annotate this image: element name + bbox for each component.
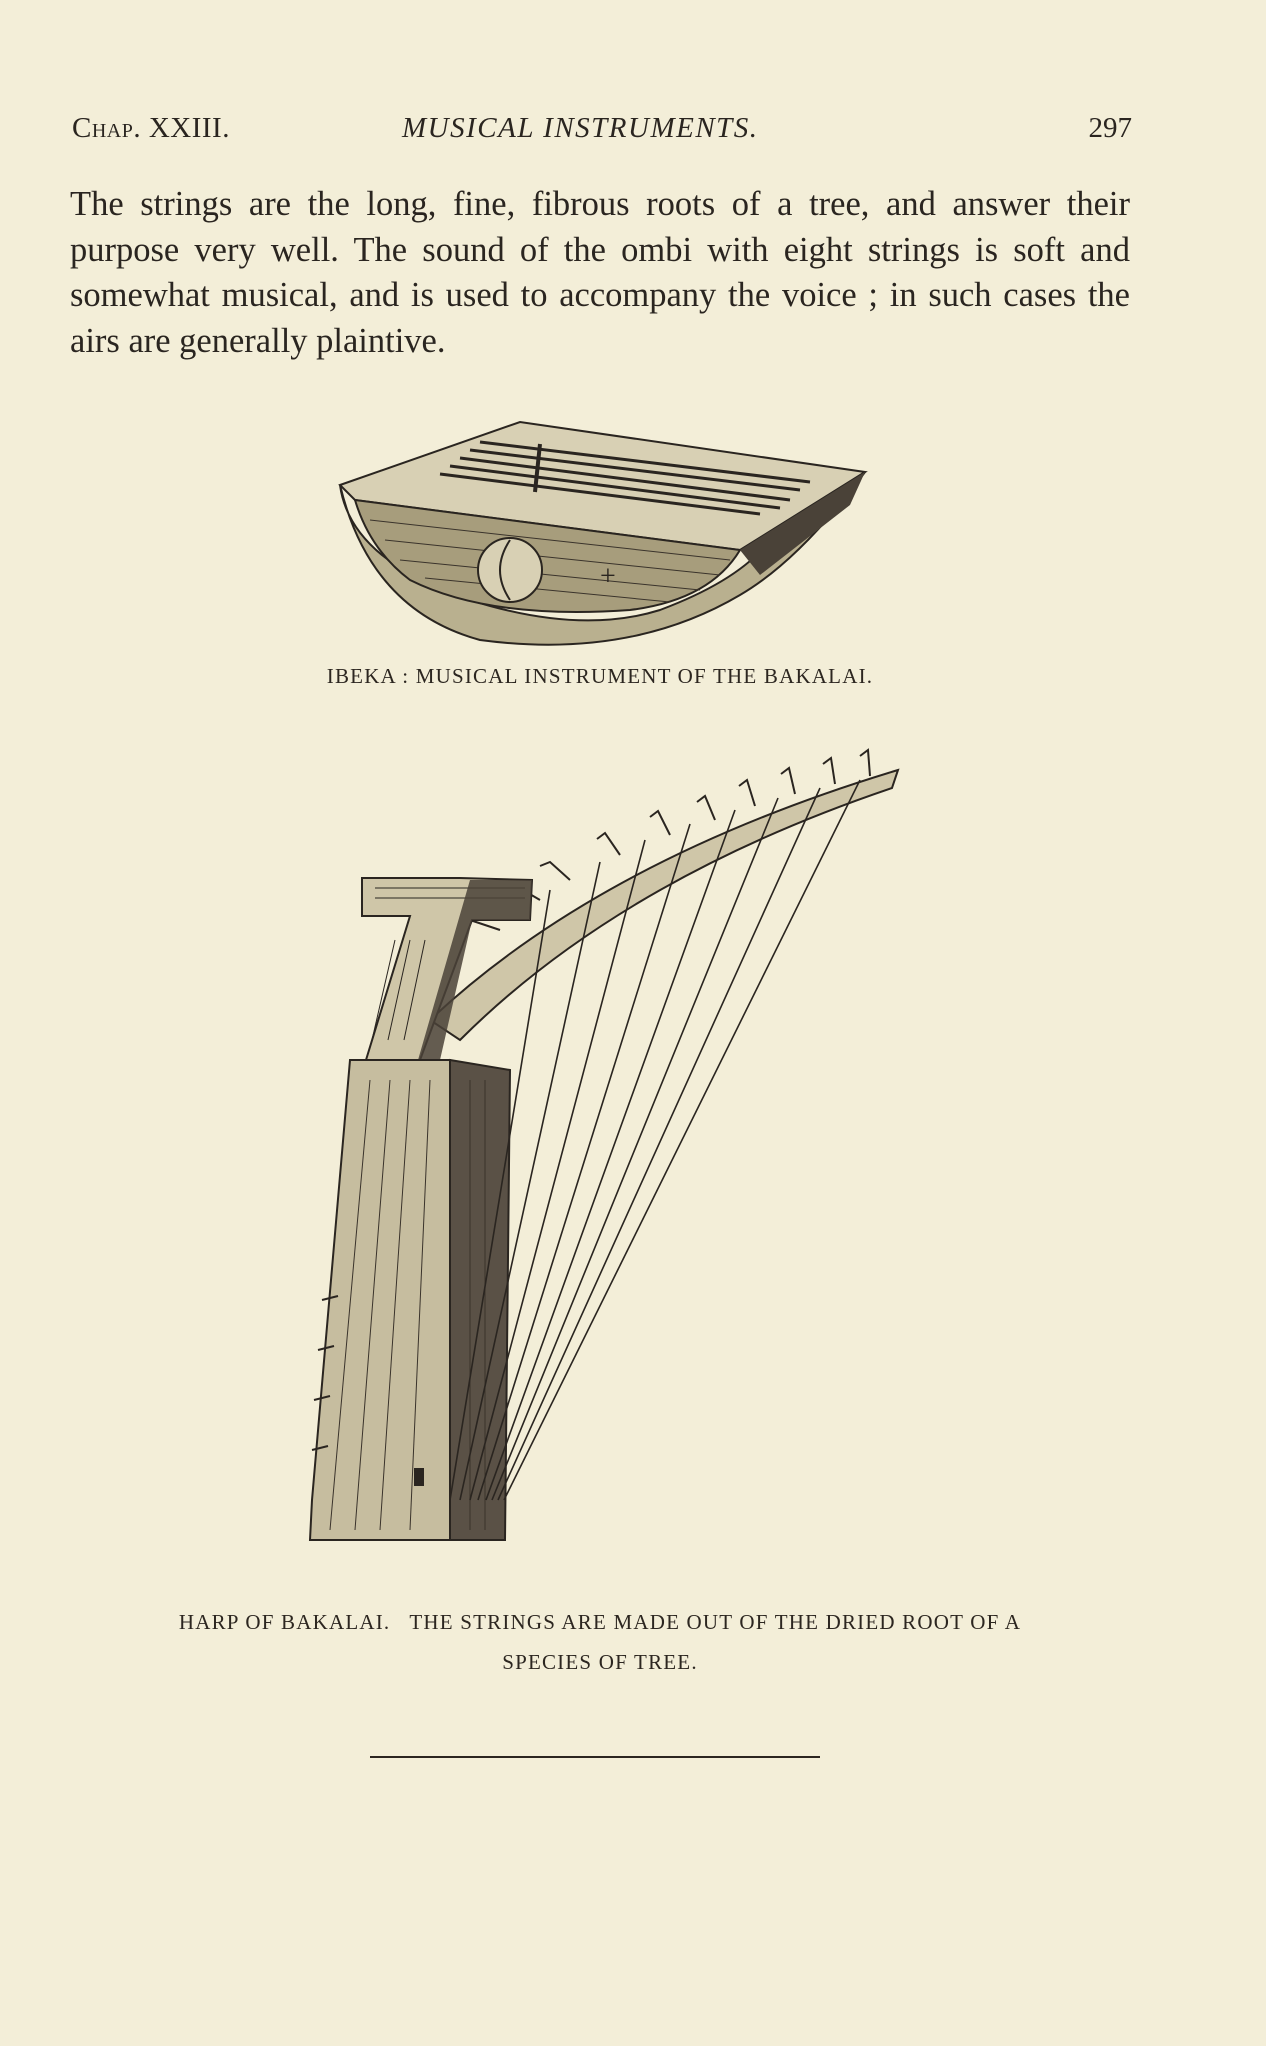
running-header	[72, 112, 1132, 152]
ibeka-illustration	[330, 410, 870, 660]
harp-caption-line-2: SPECIES OF TREE.	[502, 1650, 698, 1674]
section-rule	[370, 1756, 820, 1758]
ibeka-caption: IBEKA : MUSICAL INSTRUMENT OF THE BAKALAI.	[326, 664, 874, 688]
harp-caption-line-1: HARP OF BAKALAI. THE STRINGS ARE MADE OUT OF THE DRIED ROOT OF A	[178, 1610, 1022, 1634]
body-paragraph: The strings are the long, fine, fibrous roots of a tree, and answer their purpose very well. The sound of the ombi with eight strings is soft and somewhat musical, and is used to accompany the voice ; in such cases the airs are generally plaintive.	[70, 185, 1130, 360]
page-number: 297	[1088, 112, 1132, 144]
svg-text:+: +	[600, 561, 616, 592]
harp-caption	[70, 1602, 1130, 1682]
chapter-label: Chap. XXIII.	[72, 112, 230, 144]
harp-illustration	[300, 740, 910, 1540]
running-title: MUSICAL INSTRUMENTS.	[402, 112, 759, 144]
